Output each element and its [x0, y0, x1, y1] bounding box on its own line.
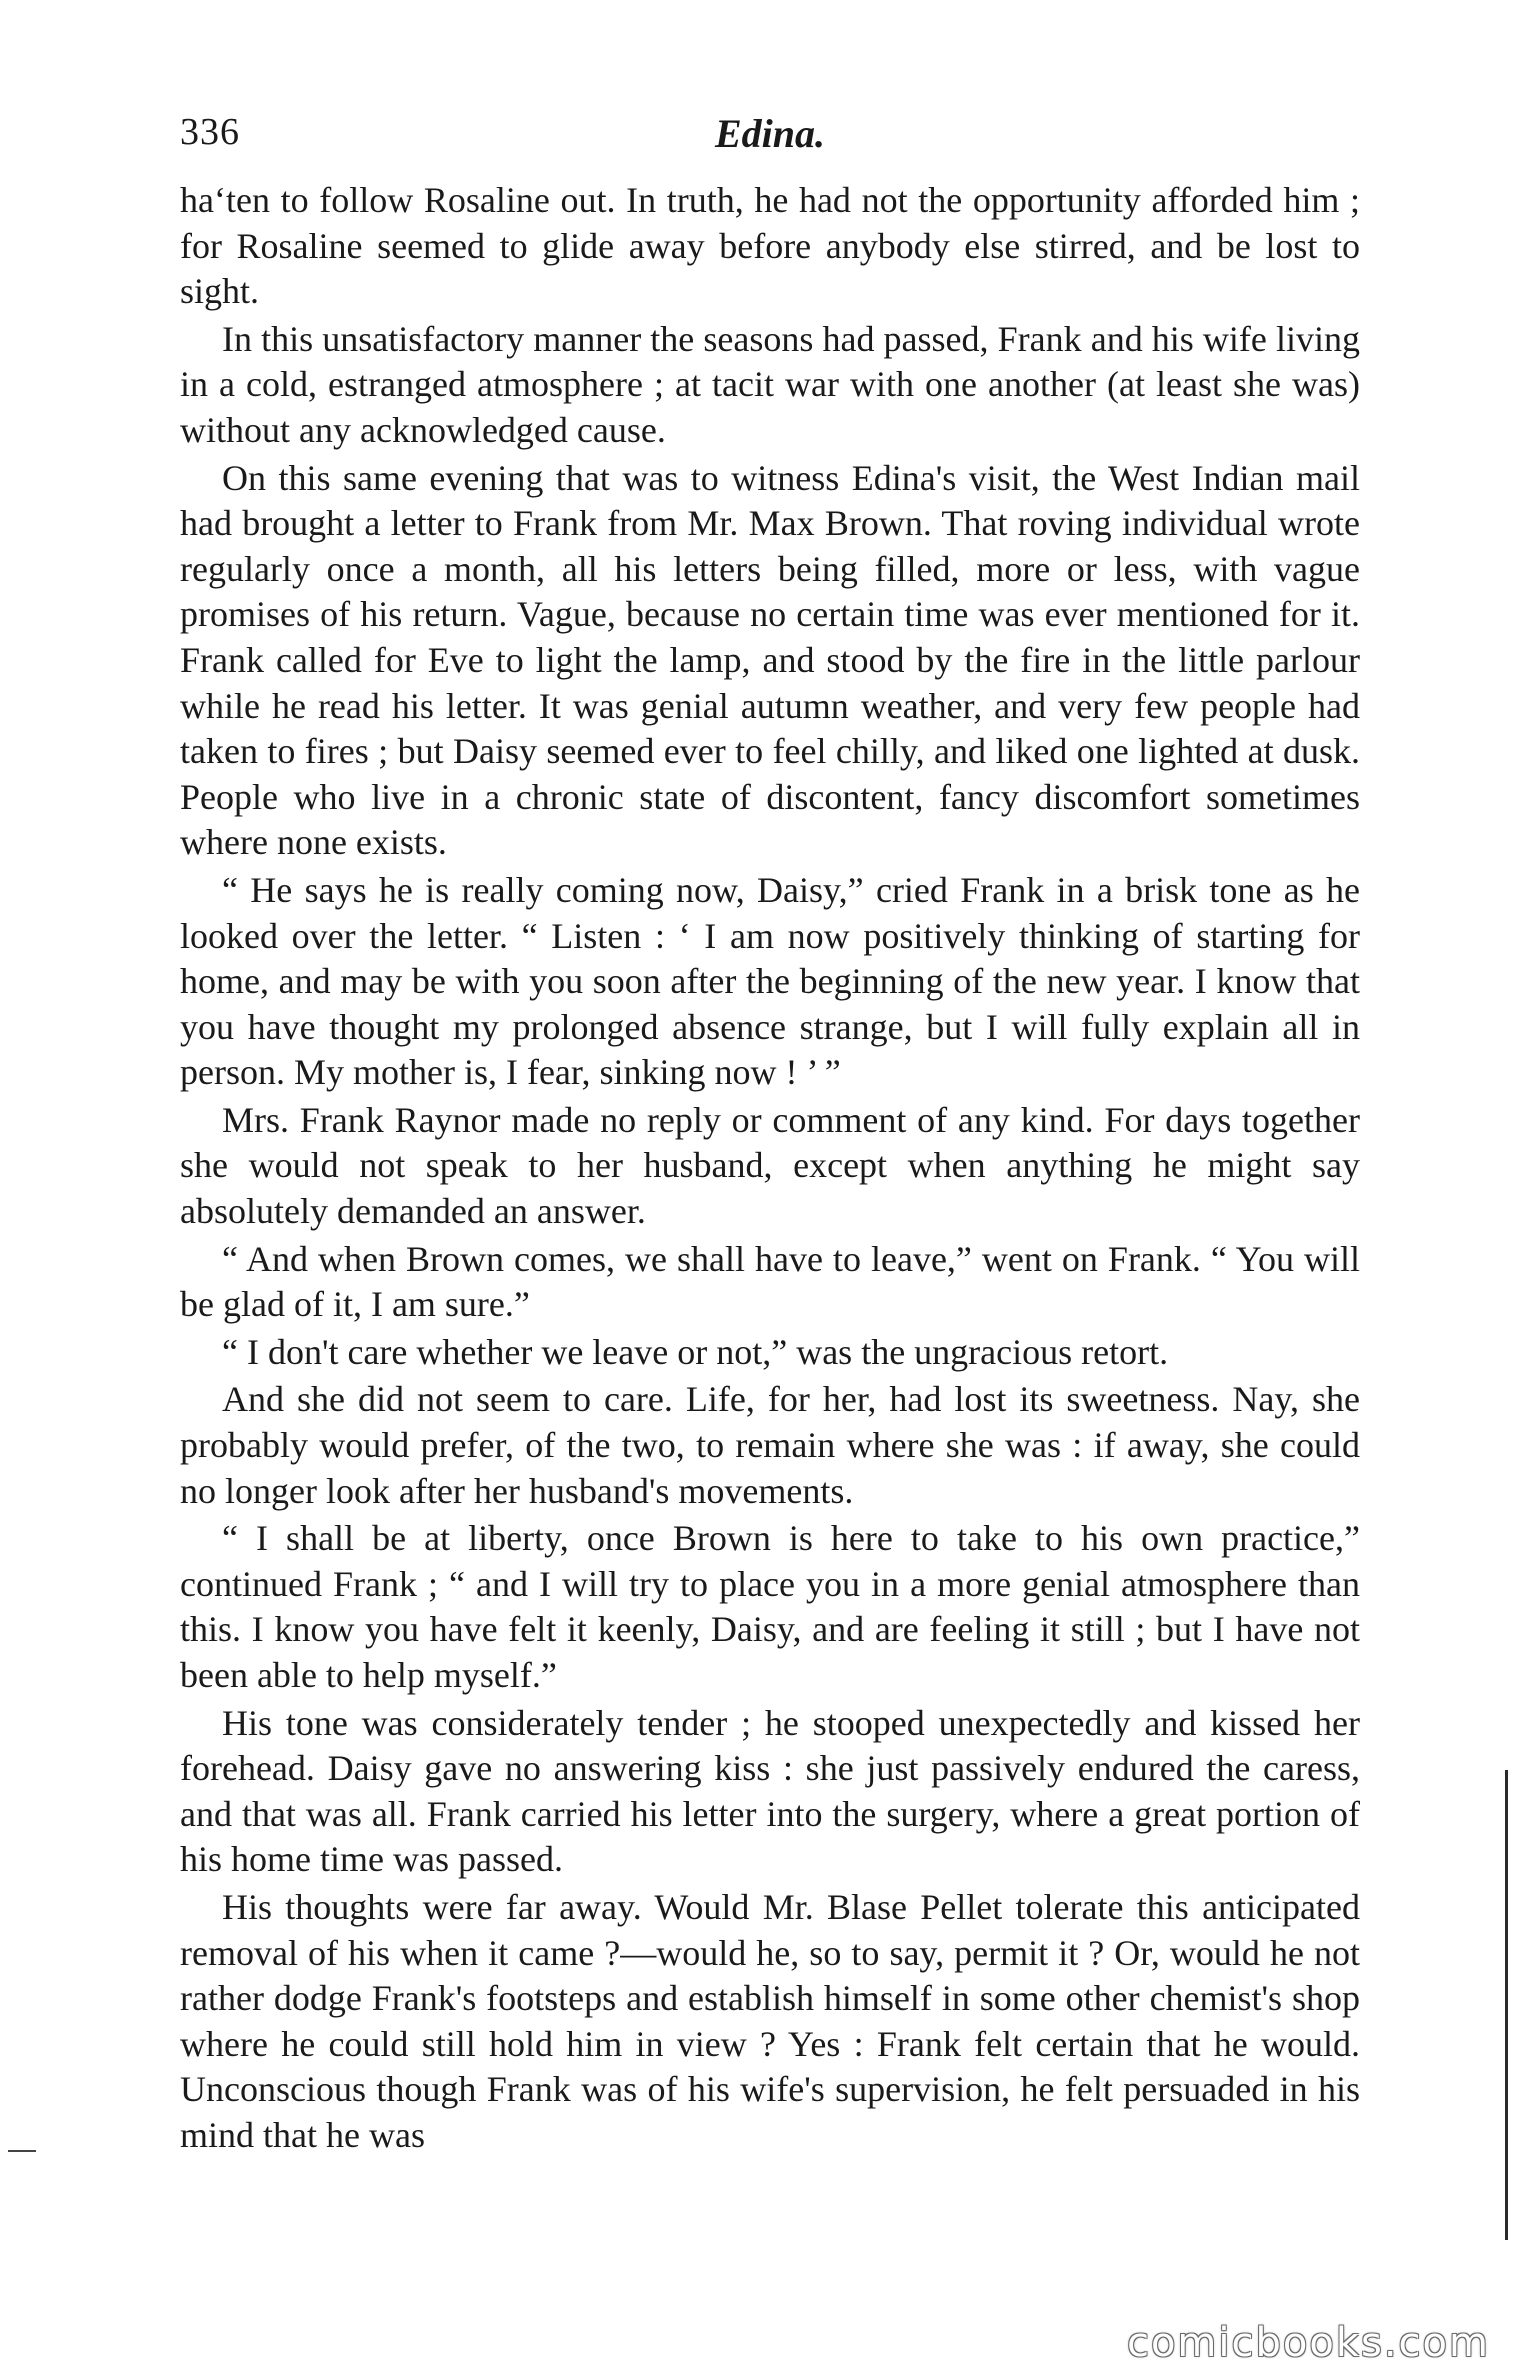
paragraph-1: haʻten to follow Rosaline out. In truth, he had not the opportunity afforded him ; for Rosaline seemed to glide away before anybody else stirred, and be lost to sight. [180, 180, 1360, 312]
scan-corner-mark [8, 2150, 36, 2152]
paragraph-6: “ And when Brown comes, we shall have to leave,” went on Frank. “ You will be glad of it, I am sure.” [180, 1238, 1360, 1325]
running-title: Edina. [714, 111, 826, 156]
watermark: comicbooks.com [1126, 2320, 1490, 2366]
body-text [180, 178, 1360, 2161]
paragraph-3: On this same evening that was to witness Edina's visit, the West Indian mail had brought a letter to Frank from Mr. Max Brown. That roving individual wrote regularly once a month, all his letters being filled, more or less, with vague promises of his return. Vague, because no certain time was ever mentioned for it. Frank called for Eve to light the lamp, and stood by the fire in the little parlour while he read his letter. It was genial autumn weather, and very few people had taken to fires ; but Daisy seemed ever to feel chilly, and liked one lighted at dusk. People who live in a chronic state of discontent, fancy discomfort sometimes where none exists. [180, 457, 1360, 863]
page-header [180, 110, 1360, 166]
paragraph-7: “ I don't care whether we leave or not,” was the ungracious retort. [222, 1331, 1169, 1372]
scan-edge-rule [1505, 1770, 1508, 2240]
paragraph-10: His tone was considerately tender ; he stooped unexpectedly and kissed her forehead. Daisy gave no answering kiss : she just passively endured the caress, and that was all. Frank carried his letter into the surgery, where a great portion of his home time was passed. [180, 1702, 1360, 1880]
paragraph-11: His thoughts were far away. Would Mr. Blase Pellet tolerate this anticipated removal of his when it came ?—would he, so to say, permit it ? Or, would he not rather dodge Frank's footsteps and establish himself in some other chemist's shop where he could still hold him in view ? Yes : Frank felt certain that he would. Unconscious though Frank was of his wife's supervision, he felt persuaded in his mind that he was [180, 1886, 1360, 2155]
paragraph-8: And she did not seem to care. Life, for her, had lost its sweetness. Nay, she probably would prefer, of the two, to remain where she was : if away, she could no longer look after her husband's movements. [180, 1379, 1360, 1511]
paragraph-2: In this unsatisfactory manner the seasons had passed, Frank and his wife living in a cold, estranged atmosphere ; at tacit war with one another (at least she was) without any acknowledged cause. [180, 318, 1360, 450]
paragraph-9: “ I shall be at liberty, once Brown is here to take to his own practice,” continued Frank ; “ and I will try to place you in a more genial atmosphere than this. I know you have felt it keenly, Daisy, and are feeling it still ; but I have not been able to help myself.” [180, 1518, 1360, 1695]
paragraph-4: “ He says he is really coming now, Daisy,” cried Frank in a brisk tone as he looked over the letter. “ Listen : ‘ I am now positively thinking of starting for home, and may be with you soon after the beginning of the new year. I know that you have thought my prolonged absence strange, but I will fully explain all in person. My mother is, I fear, sinking now ! ’ ” [180, 869, 1360, 1093]
paragraph-5: Mrs. Frank Raynor made no reply or comment of any kind. For days together she would not speak to her husband, except when anything he might say absolutely demanded an answer. [180, 1099, 1360, 1232]
page-number: 336 [180, 111, 240, 153]
